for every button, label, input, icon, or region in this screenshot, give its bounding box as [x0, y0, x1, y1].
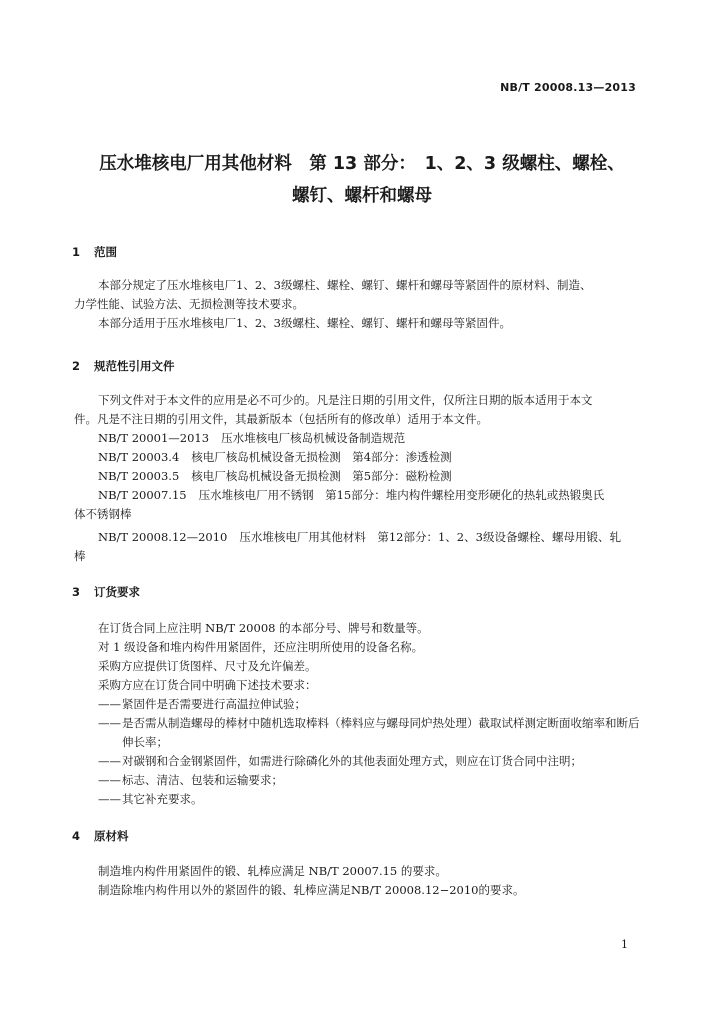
title-line-1: 压水堆核电厂用其他材料 第 13 部分： 1、2、3 级螺柱、螺栓、: [99, 154, 625, 174]
list-item: [98, 790, 644, 809]
section-number: 1: [72, 245, 81, 259]
section-heading-1: [72, 244, 117, 260]
document-title: [60, 148, 664, 212]
reference-code: NB/T 20007.15: [98, 488, 187, 502]
scope-line-1: 本部分规定了压水堆核电厂1、2、3级螺柱、螺栓、螺钉、螺杆和螺母等紧固件的原材料、制造、: [98, 278, 592, 292]
list-dash: ——: [98, 697, 121, 711]
list-item: [98, 771, 644, 790]
reference-item: [74, 528, 644, 547]
normative-intro: [74, 391, 644, 429]
list-item-text: 对碳钢和合金钢紧固件，如需进行除磷化外的其他表面处理方式，则应在订货合同中注明；: [122, 754, 582, 768]
ordering-paragraphs: [74, 619, 644, 695]
section-heading-2: [72, 358, 175, 374]
section-title: 规范性引用文件: [94, 359, 175, 373]
title-line-2: 螺钉、螺杆和螺母: [292, 186, 432, 206]
reference-continuation: 体不锈钢棒: [74, 507, 132, 521]
section-heading-3: [72, 584, 140, 600]
ordering-paragraph-3: 采购方应提供订货图样、尺寸及允许偏差。: [98, 659, 317, 673]
normative-intro-line-1: 下列文件对于本文件的应用是必不可少的。凡是注日期的引用文件，仅所注日期的版本适用于本文: [98, 393, 593, 407]
ordering-paragraph-4: 采购方应在订货合同中明确下述技术要求：: [98, 678, 317, 692]
reference-list: [74, 429, 644, 566]
section-title: 订货要求: [94, 585, 140, 599]
reference-code: NB/T 20003.4: [98, 450, 180, 464]
ordering-requirements-list: [98, 695, 644, 809]
reference-title: 压水堆核电厂用不锈钢 第15部分：堆内构件螺栓用变形硬化的热轧或热锻奥氏: [198, 488, 605, 502]
list-item: [98, 714, 644, 752]
reference-code: NB/T 20008.12—2010: [98, 530, 228, 544]
list-item-text: 标志、清洁、包装和运输要求；: [122, 773, 283, 787]
list-item: [98, 695, 644, 714]
reference-code: NB/T 20003.5: [98, 469, 180, 483]
list-item-text: 其它补充要求。: [122, 792, 203, 806]
reference-continuation: 棒: [74, 549, 86, 563]
ordering-paragraph-1: 在订货合同上应注明 NB/T 20008 的本部分号、牌号和数量等。: [98, 621, 429, 635]
raw-materials-paragraphs: [74, 862, 644, 900]
reference-code: NB/T 20001—2013: [98, 431, 210, 445]
scope-line-2: 力学性能、试验方法、无损检测等技术要求。: [74, 297, 304, 311]
reference-item: [74, 486, 644, 505]
section-number: 3: [72, 585, 81, 599]
normative-intro-line-2: 件。凡是不注日期的引用文件，其最新版本（包括所有的修改单）适用于本文件。: [74, 412, 488, 426]
section-title: 原材料: [94, 829, 129, 843]
list-item-text: 是否需从制造螺母的棒材中随机选取棒料（棒料应与螺母同炉热处理）截取试样测定断面收缩率和断后伸长率；: [122, 716, 640, 749]
reference-item: [74, 429, 644, 448]
section-title: 范围: [94, 245, 117, 259]
list-item: [98, 752, 644, 771]
standard-code: NB/T 20008.13—2013: [500, 81, 636, 94]
list-dash: ——: [98, 754, 121, 768]
reference-item: [74, 467, 644, 486]
section-heading-4: [72, 828, 129, 844]
scope-paragraph-1: [74, 276, 644, 333]
ordering-paragraph-2: 对 1 级设备和堆内构件用紧固件，还应注明所使用的设备名称。: [98, 640, 424, 654]
reference-title: 核电厂核岛机械设备无损检测 第4部分：渗透检测: [191, 450, 452, 464]
list-dash: ——: [98, 773, 121, 787]
scope-paragraph-2: 本部分适用于压水堆核电厂1、2、3级螺柱、螺栓、螺钉、螺杆和螺母等紧固件。: [98, 316, 511, 330]
reference-title: 压水堆核电厂用其他材料 第12部分：1、2、3级设备螺栓、螺母用锻、轧: [239, 530, 621, 544]
reference-title: 压水堆核电厂核岛机械设备制造规范: [221, 431, 406, 445]
list-dash: ——: [98, 716, 121, 730]
section-number: 4: [72, 829, 81, 843]
section-number: 2: [72, 359, 81, 373]
page-number: 1: [621, 938, 628, 951]
list-item-text: 紧固件是否需要进行高温拉伸试验；: [122, 697, 306, 711]
raw-materials-paragraph-2: 制造除堆内构件用以外的紧固件的锻、轧棒应满足NB/T 20008.12−2010的要求。: [98, 883, 525, 897]
reference-item: [74, 448, 644, 467]
list-dash: ——: [98, 792, 121, 806]
reference-title: 核电厂核岛机械设备无损检测 第5部分：磁粉检测: [191, 469, 452, 483]
raw-materials-paragraph-1: 制造堆内构件用紧固件的锻、轧棒应满足 NB/T 20007.15 的要求。: [98, 864, 447, 878]
